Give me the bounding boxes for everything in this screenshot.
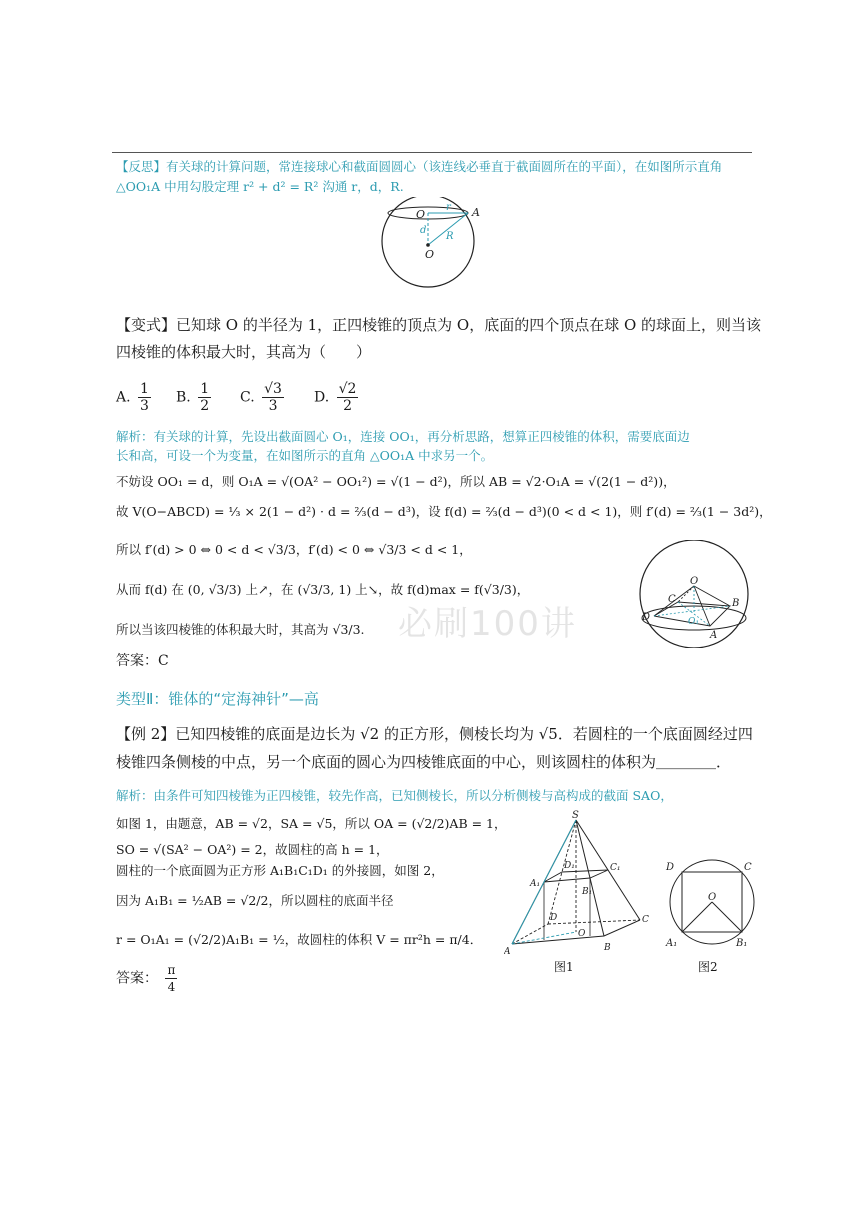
label-o: O xyxy=(425,248,435,261)
fig1-label-b: B xyxy=(604,943,611,953)
solution1-line-4: 故 V(O−ABCD) = ⅓ × 2(1 − d²) · d = ⅔(d − d³)，设 f(d) = ⅔(d − d³)(0 < d < 1)，则 f′(d) = ⅔(1 − 3d²)， xyxy=(116,504,772,519)
figure1-caption: 图1 xyxy=(554,960,574,974)
fig1-label-c1: C₁ xyxy=(610,863,621,873)
solution2-line-6: r = O₁A₁ = (√2/2)A₁B₁ = ½，故圆柱的体积 V = πr²h = π/4． xyxy=(116,932,483,947)
figure2-caption: 图2 xyxy=(698,960,718,974)
option-c: C. $\frac{√3}{3}$ xyxy=(240,381,282,414)
label-d: D xyxy=(642,612,651,623)
solution1-line-3: 不妨设 OO₁ = d，则 O₁A = √(OA² − OO₁²) = √(1 − d²)，所以 AB = √2·O₁A = √(2(1 − d²))， xyxy=(116,474,676,489)
solution1-line-1: 解析：有关球的计算，先设出截面圆心 O₁，连接 OO₁，再分析思路，想算正四棱锥的体积，需要底面边 xyxy=(116,429,690,444)
figure2-circle-square xyxy=(664,850,760,950)
label-R: R xyxy=(446,231,454,242)
fig1-label-s: S xyxy=(572,810,579,821)
label-a: A xyxy=(472,206,480,219)
fig2-label-b1: B₁ xyxy=(736,938,748,949)
solution1-line-7: 所以当该四棱锥的体积最大时，其高为 √3/3. xyxy=(116,622,365,637)
solution2-answer: 答案： $\frac{\pi}{4}$ xyxy=(116,963,176,994)
solution2-line-3: SO = √(SA² − OA²) = 2，故圆柱的高 h = 1， xyxy=(116,842,389,857)
watermark-text: 必刷100讲 xyxy=(398,604,577,644)
variant-line-2: 四棱锥的体积最大时，其高为（ ） xyxy=(116,343,372,361)
option-a: A. $\frac{1}{3}$ xyxy=(116,381,149,414)
label-a: A xyxy=(710,630,718,641)
type-heading: 类型Ⅱ：锥体的“定海神针”—高 xyxy=(116,690,319,708)
fig1-label-d1: D₁ xyxy=(564,861,575,871)
fig1-label-d: D xyxy=(550,913,558,923)
fig1-label-b1: B₁ xyxy=(582,887,593,897)
sphere-section-figure xyxy=(380,197,492,293)
example2-line-2: 棱锥四条侧棱的中点，另一个底面的圆心为四棱锥底面的中心，则该圆柱的体积为＿＿＿＿． xyxy=(116,753,732,771)
fig1-label-c: C xyxy=(642,915,649,925)
solution2-line-5: 因为 A₁B₁ = ½AB = √2/2，所以圆柱的底面半径 xyxy=(116,893,394,908)
solution2-line-2: 如图 1，由题意，AB = √2，SA = √5，所以 OA = (√2/2)AB = 1， xyxy=(116,816,507,831)
fig2-label-a1: A₁ xyxy=(666,938,678,949)
fig2-label-d: D xyxy=(666,862,675,873)
sphere-pyramid-figure xyxy=(638,540,754,648)
top-divider xyxy=(112,152,752,153)
label-r: r xyxy=(446,202,451,213)
label-o-top: O xyxy=(690,576,699,587)
solution2-line-1: 解析：由条件可知四棱锥为正四棱锥，较先作高，已知侧棱长，所以分析侧棱与高构成的截面 SAO， xyxy=(116,788,673,803)
example2-line-1: 【例 2】已知四棱锥的底面是边长为 √2 的正方形，侧棱长均为 √5．若圆柱的一个底面圆经过四 xyxy=(116,725,753,743)
variant-line-1: 【变式】已知球 O 的半径为 1，正四棱锥的顶点为 O，底面的四个顶点在球 O 的球面上，则当该 xyxy=(116,316,762,334)
option-b: B. $\frac{1}{2}$ xyxy=(176,381,210,414)
fig2-label-c: C xyxy=(744,862,752,873)
solution1-line-6: 从而 f(d) 在 (0, √3/3) 上↗，在 (√3/3, 1) 上↘，故 f(d)max = f(√3/3)， xyxy=(116,582,530,597)
label-o1: O₁ xyxy=(688,617,699,627)
solution1-line-2: 长和高，可设一个为变量，在如图所示的直角 △OO₁A 中求另一个。 xyxy=(116,448,494,463)
fig1-label-a: A xyxy=(504,947,511,957)
label-c: C xyxy=(668,594,676,605)
solution2-line-4: 圆柱的一个底面圆为正方形 A₁B₁C₁D₁ 的外接圆，如图 2， xyxy=(116,863,444,878)
fig1-label-a1: A₁ xyxy=(530,879,541,889)
reflection-line-2: △OO₁A 中用勾股定理 r² + d² = R² 沟通 r，d，R. xyxy=(116,179,404,194)
reflection-line-1: 【反思】有关球的计算问题，常连接球心和截面圆圆心（该连线必垂直于截面圆所在的平面），在如图所示直角 xyxy=(116,159,723,174)
fig2-label-o: O xyxy=(708,892,717,903)
label-o1: O xyxy=(416,208,426,221)
option-d: D. $\frac{√2}{2}$ xyxy=(314,381,357,414)
solution1-answer: 答案：C xyxy=(116,653,169,669)
label-d: d xyxy=(420,225,427,236)
figure1-pyramid xyxy=(504,810,654,960)
fig1-label-o: O xyxy=(578,929,586,939)
solution1-line-5: 所以 f′(d) > 0 ⇔ 0 < d < √3/3，f′(d) < 0 ⇔ √3/3 < d < 1， xyxy=(116,542,472,557)
label-b: B xyxy=(732,598,740,609)
